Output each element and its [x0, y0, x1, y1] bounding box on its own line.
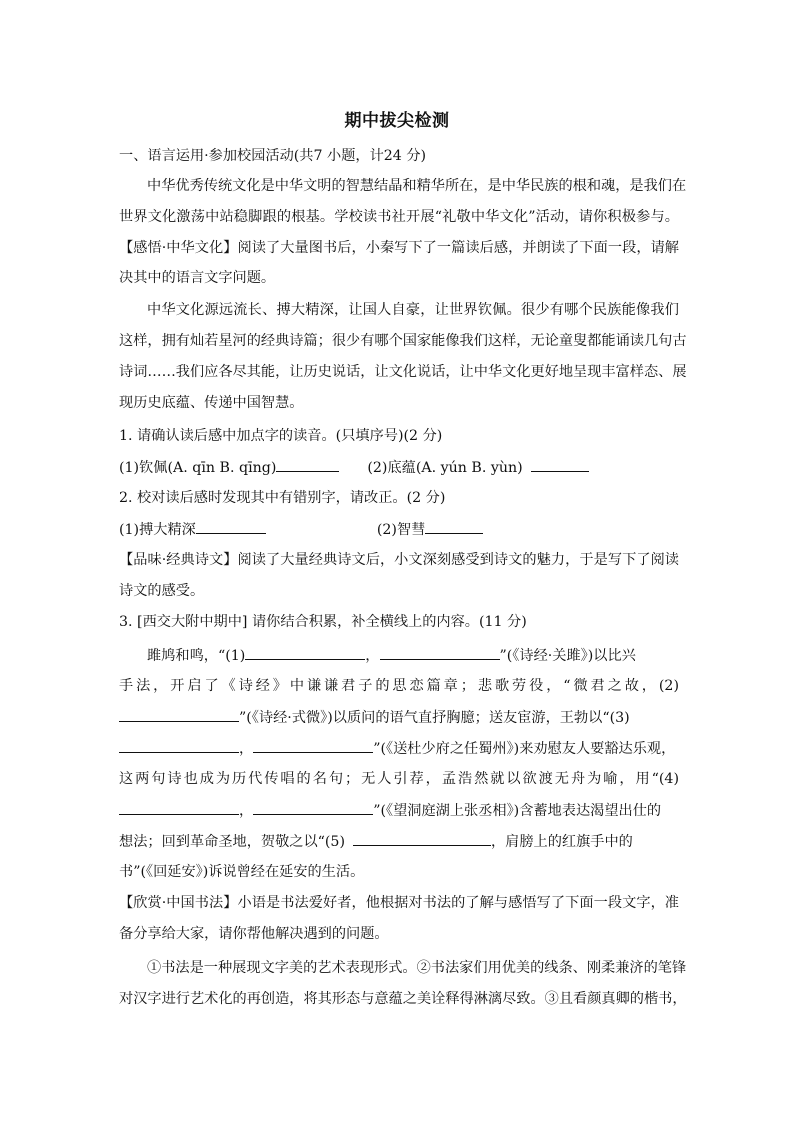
section-prompt: 备分享给大家，请你帮他解决遇到的问题。 — [119, 926, 389, 942]
question-3-stem: 3. [西交大附中期中] 请你结合积累，补全横线上的内容。(11 分) — [119, 614, 527, 630]
passage-line: 这样，拥有灿若星河的经典诗篇；很少有哪个国家能像我们这样，无论童叟都能诵读几句古 — [119, 333, 687, 349]
passage-line: 现历史底蕴、传递中国智慧。 — [119, 395, 304, 411]
q1-item-2: (2)底蕴(A. yún B. yùn) — [367, 460, 523, 476]
section-prompt: 【欣赏·中国书法】小语是书法爱好者，他根据对书法的了解与感悟写了下面一段文字，准 — [119, 895, 679, 911]
answer-blank[interactable] — [276, 457, 339, 472]
intro-line: 世界文化激荡中站稳脚跟的根基。学校读书社开展“礼敬中华文化”活动，请你积极参与。 — [119, 209, 679, 225]
answer-blank[interactable] — [380, 645, 500, 660]
answer-blank[interactable] — [119, 707, 239, 722]
q1-item-1: (1)钦佩(A. qīn B. qīng) — [119, 460, 277, 476]
question-2-options — [119, 519, 679, 540]
passage-line: 诗词……我们应各尽其能，让历史说话，让文化说话，让中华文化更好地呈现丰富样态、展 — [119, 364, 687, 380]
question-3-line: 想法；回到革命圣地，贺敬之以“(5) ，肩膀上的红旗手中的 — [119, 831, 679, 852]
question-3-line: 手法，开启了《诗经》中谦谦君子的思恋篇章；悲歌劳役，“微君之故，(2) — [119, 678, 679, 694]
answer-blank[interactable] — [119, 738, 239, 753]
answer-blank[interactable] — [245, 645, 365, 660]
question-1-options — [119, 457, 679, 478]
section-heading: 一、语言运用·参加校园活动(共7 小题，计24 分) — [119, 148, 427, 164]
passage-line: 中华文化源远流长、搏大精深，让国人自豪，让世界钦佩。很少有哪个民族能像我们 — [147, 302, 679, 318]
question-3-line: ， ”(《送杜少府之任蜀州》)来劝慰友人要豁达乐观， — [119, 738, 679, 759]
q2-item-1: (1)搏大精深 — [119, 522, 196, 538]
page-title: 期中拔尖检测 — [344, 111, 450, 131]
answer-blank[interactable] — [253, 738, 373, 753]
intro-line: 【感悟·中华文化】阅读了大量图书后，小秦写下了一篇读后感，并朗读了下面一段，请解 — [119, 240, 679, 256]
answer-blank[interactable] — [119, 800, 239, 815]
passage-line: ①书法是一种展现文字美的艺术表现形式。②书法家们用优美的线条、刚柔兼济的笔锋 — [147, 960, 687, 976]
answer-blank[interactable] — [353, 831, 491, 846]
question-3-line: ， ”(《望洞庭湖上张丞相》)含蓄地表达渴望出仕的 — [119, 800, 679, 821]
answer-blank[interactable] — [196, 519, 266, 534]
question-3-line: 书”(《回延安》)诉说曾经在延安的生活。 — [119, 864, 365, 880]
answer-blank[interactable] — [425, 519, 483, 534]
question-3-line: 雎鸠和鸣，“(1) ， ”(《诗经·关雎》)以比兴 — [147, 645, 679, 666]
section-prompt: 诗文的感受。 — [119, 583, 205, 599]
passage-line: 对汉字进行艺术化的再创造，将其形态与意蕴之美诠释得淋漓尽致。③且看颜真卿的楷书， — [119, 991, 687, 1007]
answer-blank[interactable] — [531, 457, 589, 472]
q2-item-2: (2)智彗 — [376, 522, 426, 538]
question-1-stem: 1. 请确认读后感中加点字的读音。(只填序号)(2 分) — [119, 428, 443, 444]
question-2-stem: 2. 校对读后感时发现其中有错别字，请改正。(2 分) — [119, 490, 446, 506]
intro-line: 中华优秀传统文化是中华文明的智慧结晶和精华所在，是中华民族的根和魂，是我们在 — [147, 178, 687, 194]
intro-line: 决其中的语言文字问题。 — [119, 270, 276, 286]
question-3-line: ”(《诗经·式微》)以质问的语气直抒胸臆；送友宦游，王勃以“(3) — [119, 707, 679, 728]
section-prompt: 【品味·经典诗文】阅读了大量经典诗文后，小文深刻感受到诗文的魅力，于是写下了阅读 — [119, 552, 679, 568]
answer-blank[interactable] — [253, 800, 373, 815]
question-3-line: 这两句诗也成为历代传唱的名句；无人引荐，孟浩然就以欲渡无舟为喻，用“(4) — [119, 771, 679, 787]
